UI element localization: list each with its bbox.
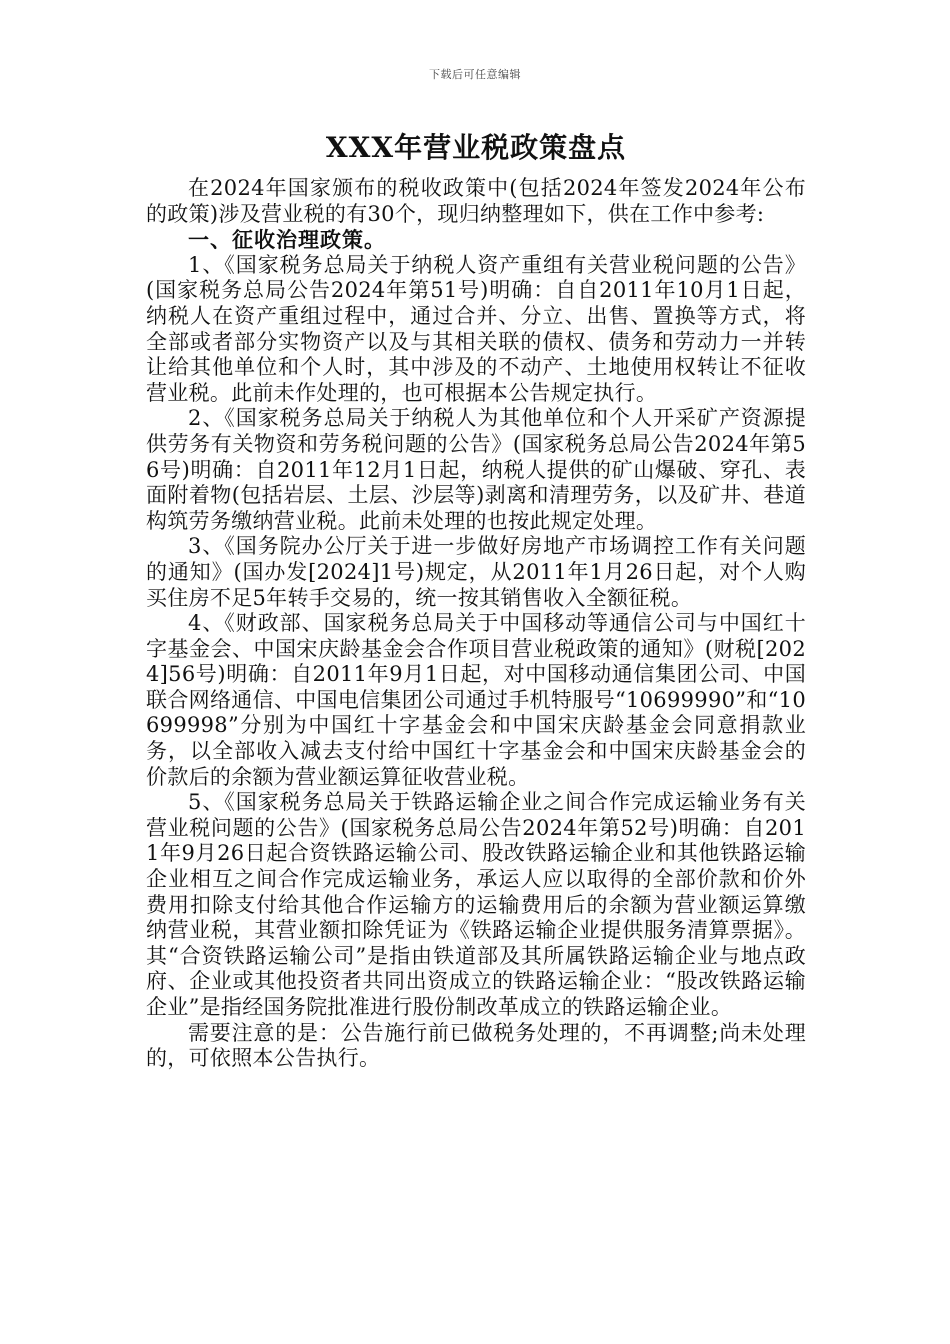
- closing-note: 需要注意的是：公告施行前已做税务处理的，不再调整;尚未处理的，可依照本公告执行。: [146, 1020, 806, 1071]
- intro-paragraph: 在2024年国家颁布的税收政策中(包括2024年签发2024年公布的政策)涉及营业税的有30个，现归纳整理如下，供在工作中参考:: [146, 176, 806, 226]
- policy-item-5: 5、《国家税务总局关于铁路运输企业之间合作完成运输业务有关营业税问题的公告》(国家税务总局公告2024年第52号)明确：自2011年9月26日起合资铁路运输公司、股改铁路运输企业和其他铁路运输企业相互之间合作完成运输业务，承运人应以取得的全部价款和价外费用扣除支付给其他合作运输方的运输费用后的余额为营业额运算缴纳营业税，其营业额扣除凭证为《铁路运输企业提供服务清算票据》。其“合资铁路运输公司”是指由铁道部及其所属铁路运输企业与地点政府、企业或其他投资者共同出资成立的铁路运输企业：“股改铁路运输企业”是指经国务院批准进行股份制改革成立的铁路运输企业。: [146, 790, 806, 1019]
- policy-item-2: 2、《国家税务总局关于纳税人为其他单位和个人开采矿产资源提供劳务有关物资和劳务税问题的公告》(国家税务总局公告2024年第56号)明确：自2011年12月1日起，纳税人提供的矿山爆破、穿孔、表面附着物(包括岩层、土层、沙层等)剥离和清理劳务，以及矿井、巷道构筑劳务缴纳营业税。此前未处理的也按此规定处理。: [146, 406, 806, 533]
- document-title: XXX年营业税政策盘点: [325, 131, 627, 164]
- header-note: 下载后可任意编辑: [429, 68, 521, 81]
- policy-item-3: 3、《国务院办公厅关于进一步做好房地产市场调控工作有关问题的通知》(国办发[2024]1号)规定，从2011年1月26日起，对个人购买住房不足5年转手交易的，统一按其销售收入全额征税。: [146, 534, 806, 610]
- policy-item-4: 4、《财政部、国家税务总局关于中国移动等通信公司与中国红十字基金会、中国宋庆龄基金会合作项目营业税政策的通知》(财税[2024]56号)明确：自2011年9月1日起，对中国移动通信集团公司、中国联合网络通信、中国电信集团公司通过手机特服号“10699990”和“10699998”分别为中国红十字基金会和中国宋庆龄基金会同意捐款业务，以全部收入减去支付给中国红十字基金会和中国宋庆龄基金会的价款后的余额为营业额运算征收营业税。: [146, 611, 806, 789]
- document-body: [146, 128, 806, 1072]
- section-heading-1: 一、征收治理政策。: [188, 227, 386, 253]
- policy-item-1: 1、《国家税务总局关于纳税人资产重组有关营业税问题的公告》(国家税务总局公告2024年第51号)明确：自自2011年10月1日起，纳税人在资产重组过程中，通过合并、分立、出售、置换等方式，将全部或者部分实物资产以及与其相关联的债权、债务和劳动力一并转让给其他单位和个人时，其中涉及的不动产、土地使用权转让不征收营业税。此前未作处理的，也可根据本公告规定执行。: [146, 252, 806, 405]
